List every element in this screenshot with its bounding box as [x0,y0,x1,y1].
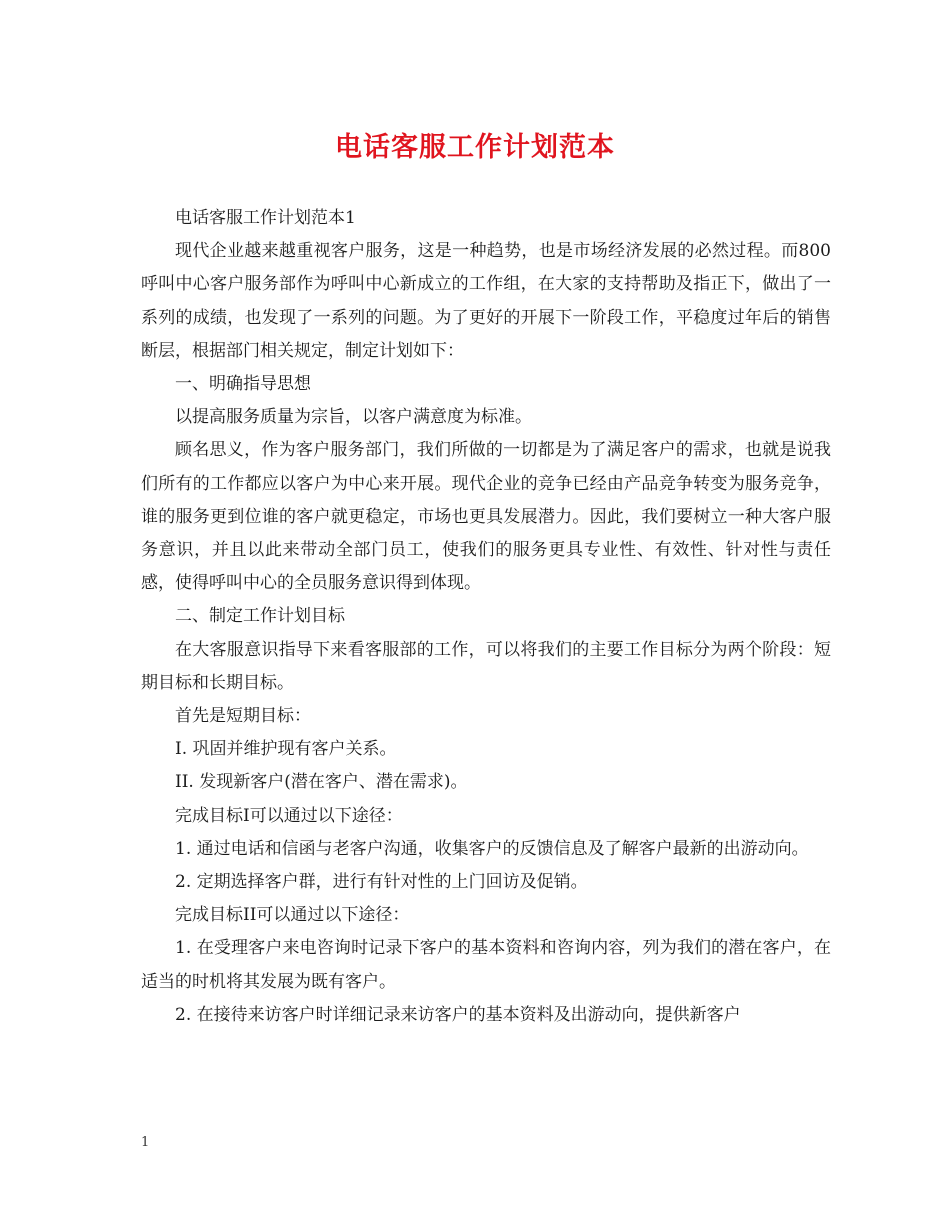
list-item: I. 巩固并维护现有客户关系。 [175,739,397,760]
list-item: 2. 定期选择客户群，进行有针对性的上门回访及促销。 [175,872,588,893]
list-item: II. 发现新客户(潜在客户、潜在需求)。 [175,772,468,793]
list-item: 1. 通过电话和信函与老客户沟通，收集客户的反馈信息及了解客户最新的出游动向。 [175,838,809,859]
list-item: 2. 在接待来访客户时详细记录来访客户的基本资料及出游动向，提供新客户 [175,1004,741,1025]
document-title: 电话客服工作计划范本 [335,132,615,163]
paragraph: 顾名思义，作为客户服务部门，我们所做的一切都是为了满足客户的需求，也就是说我们所有的工作都应以客户为中心来开展。现代企业的竞争已经由产品竞争转变为服务竞争，谁的服务更到位谁的客户就更稳定，市场也更具发展潜力。因此，我们要树立一种大客户服务意识，并且以此来带动全部门员工，使我们的服务更具专业性、有效性、针对性与责任感，使得呼叫中心的全员服务意识得到体现。 [141,440,831,594]
paragraph: 电话客服工作计划范本1 [175,208,356,228]
page-number: 1 [141,1135,150,1150]
section-heading: 二、制定工作计划目标 [175,606,345,627]
paragraph: 在大客服意识指导下来看客服部的工作，可以将我们的主要工作目标分为两个阶段：短期目标和长期目标。 [141,639,831,693]
list-item: 1. 在受理客户来电咨询时记录下客户的基本资料和咨询内容，列为我们的潜在客户，在适当的时机将其发展为既有客户。 [141,938,831,992]
paragraph: 完成目标I可以通过以下途径： [175,805,403,826]
paragraph: 完成目标II可以通过以下途径： [175,905,410,926]
document-body [141,202,831,1032]
paragraph: 现代企业越来越重视客户服务，这是一种趋势，也是市场经济发展的必然过程。而800呼叫中心客户服务部作为呼叫中心新成立的工作组，在大家的支持帮助及指正下，做出了一系列的成绩，也发现了一系列的问题。为了更好的开展下一阶段工作，平稳度过年后的销售断层，根据部门相关规定，制定计划如下： [141,241,831,361]
paragraph: 首先是短期目标： [175,706,311,727]
paragraph: 以提高服务质量为宗旨，以客户满意度为标准。 [175,407,532,428]
section-heading: 一、明确指导思想 [175,374,311,395]
